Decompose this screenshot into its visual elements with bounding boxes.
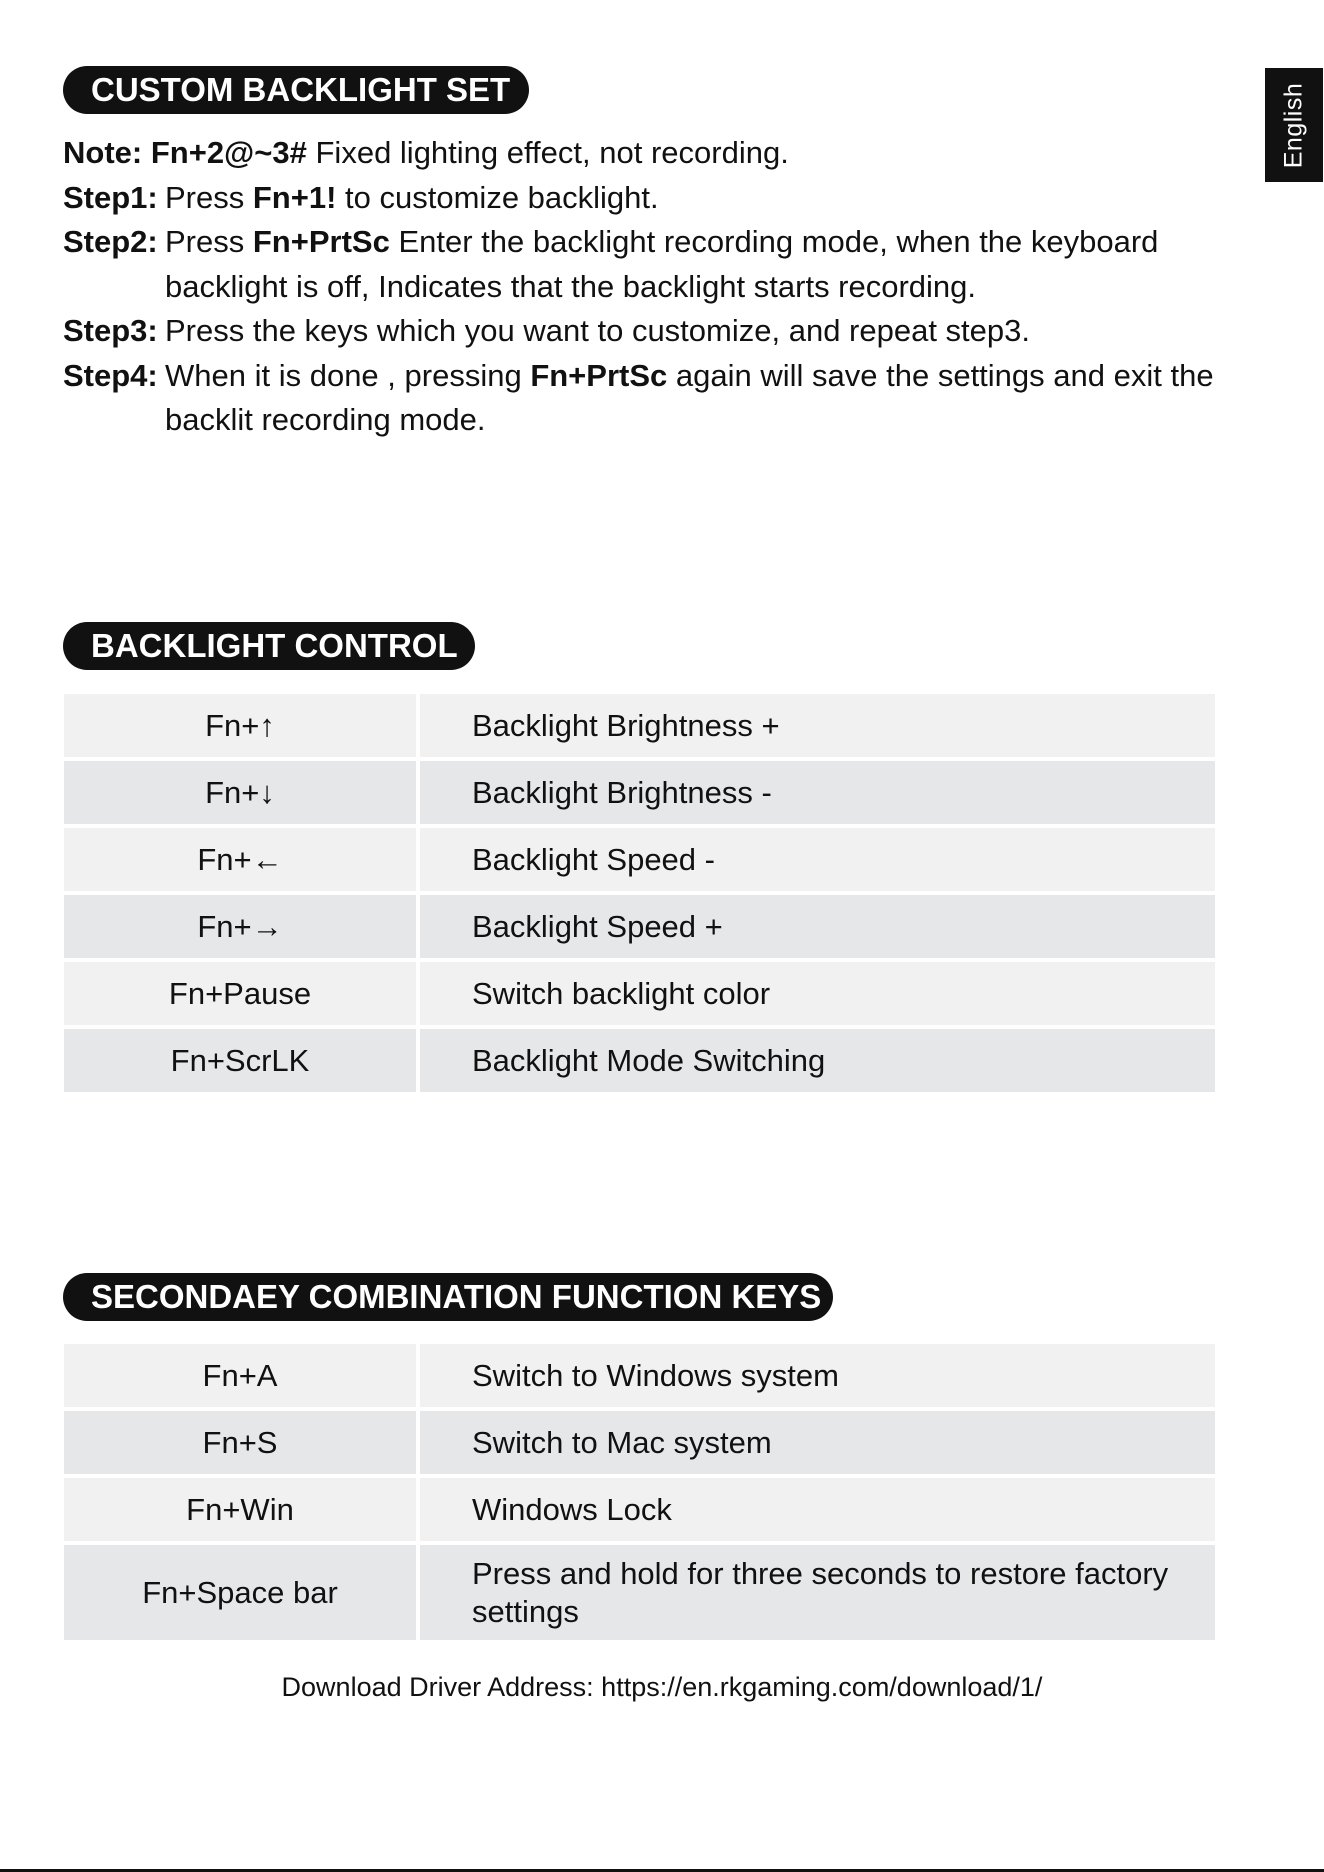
function-cell: Backlight Brightness - [420,761,1215,824]
secondary-keys-table [64,1344,1215,1644]
step2-post: Enter the backlight recording mode, when the keyboard [398,224,1159,259]
step2-pre: Press [165,224,245,259]
note-text: Fixed lighting effect, not recording. [315,135,789,170]
key-combo-cell: Fn+S [64,1411,416,1474]
step4-cont-text: backlit recording mode. [165,402,486,437]
key-combo-cell: Fn+ScrLK [64,1029,416,1092]
table-row [64,1344,1215,1407]
step4-continuation [63,398,1263,443]
step3-line [63,309,1263,354]
table-row [64,1029,1215,1092]
function-cell: Windows Lock [420,1478,1215,1541]
key-combo-cell: Fn+↓ [64,761,416,824]
function-cell: Backlight Brightness + [420,694,1215,757]
key-combo-cell: Fn+Win [64,1478,416,1541]
step4-key: Fn+PrtSc [530,357,668,393]
step2-key: Fn+PrtSc [252,224,390,259]
language-tab-label: English [1279,82,1308,168]
key-combo-cell: Fn+Pause [64,962,416,1025]
step2-line [63,220,1263,265]
step1-key: Fn+1! [252,179,337,215]
function-cell: Backlight Mode Switching [420,1029,1215,1092]
note-line [63,131,1263,176]
function-cell: Backlight Speed + [420,895,1215,958]
table-row [64,761,1215,824]
step4-line [63,354,1263,399]
step2-cont-text: backlight is off, Indicates that the backlight starts recording. [165,268,977,304]
step2-continuation [63,265,1263,310]
step1-post: to customize backlight. [345,179,659,215]
function-cell: Press and hold for three seconds to restore factory settings [420,1545,1215,1640]
function-cell: Switch to Windows system [420,1344,1215,1407]
function-cell: Switch to Mac system [420,1411,1215,1474]
step3-text: Press the keys which you want to customize, and repeat step3. [165,313,1031,348]
language-tab [1265,68,1323,182]
step4-pre: When it is done , pressing [165,357,522,393]
function-cell: Switch backlight color [420,962,1215,1025]
table-row [64,828,1215,891]
step1-line [63,176,1263,221]
table-row [64,1545,1215,1640]
download-driver-address: Download Driver Address: https://en.rkgaming.com/download/1/ [281,1672,1043,1702]
table-row [64,962,1215,1025]
table-row [64,895,1215,958]
step2-label: Step2: [63,224,158,259]
key-combo-cell: Fn+A [64,1344,416,1407]
key-combo-cell: Fn+→ [64,895,416,958]
table-row [64,1478,1215,1541]
step4-label: Step4: [63,357,158,393]
table-row [64,694,1215,757]
backlight-control-heading: BACKLIGHT CONTROL [63,622,475,670]
note-label: Note: [63,135,143,170]
key-combo-cell: Fn+↑ [64,694,416,757]
step3-label: Step3: [63,313,158,348]
note-key: Fn+2@~3# [150,135,307,170]
table-row [64,1411,1215,1474]
function-cell: Backlight Speed - [420,828,1215,891]
step1-label: Step1: [63,179,158,215]
step4-post: again will save the settings and exit the [675,357,1214,393]
custom-backlight-steps [63,131,1263,443]
key-combo-cell: Fn+Space bar [64,1545,416,1640]
secondary-keys-heading: SECONDAEY COMBINATION FUNCTION KEYS [63,1273,833,1321]
backlight-control-table [64,694,1215,1096]
key-combo-cell: Fn+← [64,828,416,891]
custom-backlight-heading: CUSTOM BACKLIGHT SET [63,66,529,114]
step1-pre: Press [165,179,245,215]
